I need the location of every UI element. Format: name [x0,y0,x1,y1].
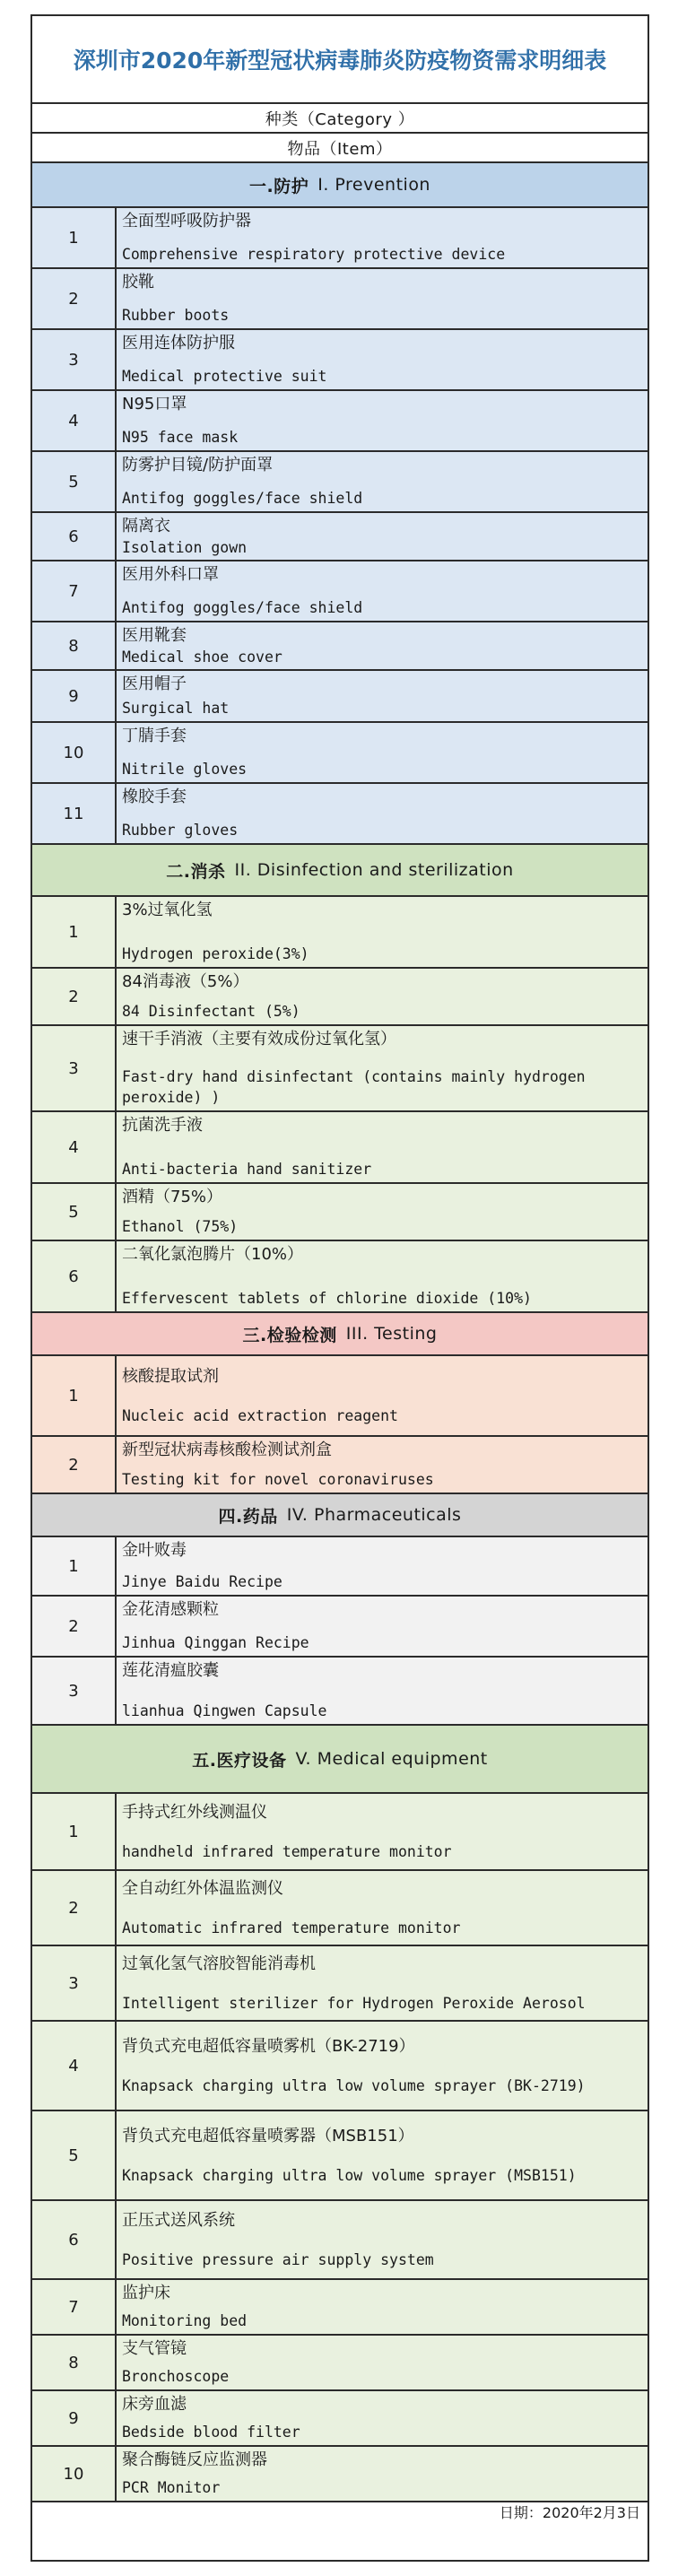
item-name-zh: 医用连体防护服 [122,334,235,352]
item-name-en: Positive pressure air supply system [122,2250,434,2268]
row-number: 3 [32,330,117,389]
section-header [32,1726,648,1794]
item-description [117,1356,648,1435]
item-name-en: Antifog goggles/face shield [122,490,363,507]
item-name-zh: 全面型呼吸防护器 [122,212,251,231]
item-name-zh: 医用外科口罩 [122,565,219,584]
section-5 [32,1726,648,2502]
row-number: 8 [32,622,117,669]
item-name-en: Automatic infrared temperature monitor [122,1919,461,1936]
table-row [32,2280,648,2336]
item-name-en: Jinye Baidu Recipe [122,1573,282,1590]
item-description [117,452,648,511]
table-row [32,208,648,269]
item-description [117,1437,648,1493]
item-name-zh: 手持式红外线测温仪 [122,1802,267,1822]
supply-table [30,14,649,2562]
row-number: 1 [32,208,117,267]
table-row [32,1026,648,1112]
table-row [32,1871,648,1946]
table-row [32,561,648,622]
item-name-zh: 新型冠状病毒核酸检测试剂盒 [122,1440,332,1459]
section-title-en: II. Disinfection and sterilization [234,860,514,880]
table-row [32,1794,648,1871]
item-description [117,2391,648,2445]
section-title-cn: 二.消杀 [166,861,226,882]
item-name-zh: 胶靴 [122,273,154,292]
row-number: 9 [32,2391,117,2445]
row-number: 2 [32,1597,117,1656]
table-row [32,2201,648,2280]
section-title-en: I. Prevention [317,175,430,195]
section-header [32,163,648,208]
row-number: 6 [32,2201,117,2278]
item-description [117,1658,648,1724]
table-row [32,671,648,723]
item-name-en: Testing kit for novel coronaviruses [122,1471,434,1488]
table-row [32,452,648,513]
row-number: 3 [32,1946,117,2020]
row-number: 5 [32,1184,117,1240]
row-number: 6 [32,1241,117,1311]
section-1 [32,163,648,845]
section-3 [32,1313,648,1494]
item-description [117,1026,648,1110]
section-title-cn: 五.医疗设备 [192,1750,287,1771]
item-name-en: Effervescent tablets of chlorine dioxide (10%) [122,1290,532,1307]
item-name-zh: 全自动红外体温监测仪 [122,1878,283,1898]
table-row [32,269,648,330]
item-name-zh: 丁腈手套 [122,727,187,745]
item-name-en: Knapsack charging ultra low volume sprayer (BK-2719) [122,2076,586,2094]
table-row [32,1356,648,1437]
sections-container [32,163,648,2502]
section-header [32,845,648,897]
item-description [117,784,648,843]
section-title-en: III. Testing [345,1324,438,1344]
item-description [117,1112,648,1182]
item-name-zh: 聚合酶链反应监测器 [122,2450,267,2469]
row-number: 3 [32,1658,117,1724]
item-name-zh: 背负式充电超低容量喷雾器（MSB151） [122,2126,414,2145]
table-row [32,330,648,391]
item-name-en: Ethanol (75%) [122,1218,239,1235]
item-name-en: Bedside blood filter [122,2424,300,2441]
item-description [117,671,648,721]
item-name-en: Monitoring bed [122,2312,248,2329]
item-name-zh: 金叶败毒 [122,1541,187,1560]
item-name-zh: 84消毒液（5%） [122,972,249,991]
row-number: 11 [32,784,117,843]
row-number: 2 [32,1871,117,1945]
item-name-zh: 橡胶手套 [122,788,187,806]
item-name-en: Comprehensive respiratory protective device [122,246,506,263]
item-description [117,561,648,621]
row-number: 5 [32,452,117,511]
item-name-zh: 医用帽子 [122,674,187,693]
item-description [117,391,648,450]
row-number: 4 [32,2022,117,2110]
section-header [32,1313,648,1356]
item-description [117,2201,648,2278]
item-name-en: Nucleic acid extraction reagent [122,1406,398,1424]
item-description [117,2280,648,2334]
row-number: 6 [32,513,117,560]
row-number: 4 [32,1112,117,1182]
item-name-en: PCR Monitor [122,2479,221,2496]
item-name-zh: 核酸提取试剂 [122,1366,219,1386]
table-row [32,1112,648,1184]
item-name-en: Medical shoe cover [122,648,282,666]
table-row [32,1658,648,1726]
date-label: 日期：2020年2月3日 [499,2504,640,2521]
item-description [117,2022,648,2110]
item-name-en: N95 face mask [122,429,239,446]
item-description [117,622,648,669]
item-description [117,208,648,267]
item-description [117,969,648,1024]
item-name-zh: 3%过氧化氢 [122,901,213,919]
table-row [32,723,648,784]
item-name-en: Knapsack charging ultra low volume sprayer (MSB151) [122,2166,577,2184]
item-name-zh: N95口罩 [122,395,187,413]
table-row [32,1184,648,1241]
table-row [32,1946,648,2022]
item-name-zh: 监护床 [122,2284,170,2302]
section-title-en: IV. Pharmaceuticals [286,1505,462,1525]
item-name-en: Anti-bacteria hand sanitizer [122,1161,372,1178]
table-row [32,2336,648,2391]
item-description [117,1946,648,2020]
item-name-en: Fast-dry hand disinfectant (contains mainly hydrogen peroxide) ) [122,1068,586,1106]
item-name-en: Rubber boots [122,307,230,324]
item-name-zh: 支气管镜 [122,2339,187,2358]
item-description [117,1597,648,1656]
section-title-cn: 三.检验检测 [242,1325,337,1345]
table-row [32,897,648,969]
item-name-zh: 速干手消液（主要有效成份过氧化氢） [122,1030,396,1049]
item-name-zh: 金花清感颗粒 [122,1600,219,1619]
item-description [117,2111,648,2199]
item-name-zh: 背负式充电超低容量喷雾机（BK-2719） [122,2036,415,2056]
row-number: 4 [32,391,117,450]
section-title-cn: 一.防护 [249,176,309,196]
item-name-zh: 抗菌洗手液 [122,1116,203,1135]
item-name-en: Medical protective suit [122,368,327,385]
table-row [32,2022,648,2111]
row-number: 2 [32,969,117,1024]
item-description [117,1537,648,1595]
row-number: 7 [32,561,117,621]
section-2 [32,845,648,1313]
table-row [32,969,648,1026]
table-row [32,2111,648,2201]
table-row [32,1597,648,1658]
row-number: 9 [32,671,117,721]
item-description [117,2447,648,2501]
table-row [32,1437,648,1494]
item-description [117,1184,648,1240]
item-name-en: Jinhua Qinggan Recipe [122,1634,309,1651]
item-description [117,1241,648,1311]
item-name-en: Nitrile gloves [122,761,248,778]
row-number: 10 [32,723,117,782]
item-name-en: 84 Disinfectant (5%) [122,1003,300,1020]
item-name-zh: 防雾护目镜/防护面罩 [122,456,274,474]
item-name-en: lianhua Qingwen Capsule [122,1702,327,1719]
row-number: 10 [32,2447,117,2501]
item-name-zh: 过氧化氢气溶胶智能消毒机 [122,1954,316,1973]
item-name-en: Bronchoscope [122,2368,230,2385]
item-name-zh: 隔离衣 [122,517,170,535]
item-description [117,1871,648,1945]
header-item: 物品（Item） [32,134,648,163]
row-number: 5 [32,2111,117,2199]
row-number: 1 [32,1537,117,1595]
item-name-en: Hydrogen peroxide(3%) [122,945,309,962]
table-row [32,784,648,845]
item-description [117,330,648,389]
row-number: 3 [32,1026,117,1110]
item-description [117,897,648,967]
page-title: 深圳市2020年新型冠状病毒肺炎防疫物资需求明细表 [32,16,648,104]
item-name-en: Isolation gown [122,539,248,556]
item-description [117,2336,648,2389]
table-row [32,1537,648,1597]
item-description [117,1794,648,1869]
section-header [32,1494,648,1537]
item-name-en: Intelligent sterilizer for Hydrogen Peroxide Aerosol [122,1994,586,2012]
row-number: 1 [32,897,117,967]
table-row [32,513,648,561]
item-name-zh: 正压式送风系统 [122,2210,235,2230]
item-description [117,513,648,560]
item-description [117,723,648,782]
table-row [32,1241,648,1313]
footer [32,2502,648,2524]
row-number: 8 [32,2336,117,2389]
item-name-zh: 床旁血滤 [122,2395,187,2414]
row-number: 2 [32,1437,117,1493]
item-name-en: Rubber gloves [122,822,239,839]
row-number: 2 [32,269,117,328]
table-row [32,2447,648,2502]
item-name-en: Antifog goggles/face shield [122,599,363,616]
item-name-zh: 酒精（75%） [122,1188,223,1206]
section-title-cn: 四.药品 [218,1506,278,1527]
item-name-zh: 医用靴套 [122,626,187,645]
table-row [32,622,648,671]
item-name-zh: 莲花清瘟胶囊 [122,1661,219,1680]
row-number: 1 [32,1356,117,1435]
table-row [32,2391,648,2447]
item-name-en: Surgical hat [122,700,230,717]
row-number: 7 [32,2280,117,2334]
section-title-en: V. Medical equipment [295,1749,488,1769]
row-number: 1 [32,1794,117,1869]
header-category: 种类（Category ） [32,104,648,134]
section-4 [32,1494,648,1726]
item-description [117,269,648,328]
table-row [32,391,648,452]
item-name-zh: 二氧化氯泡腾片（10%） [122,1245,304,1264]
item-name-en: handheld infrared temperature monitor [122,1842,452,1860]
